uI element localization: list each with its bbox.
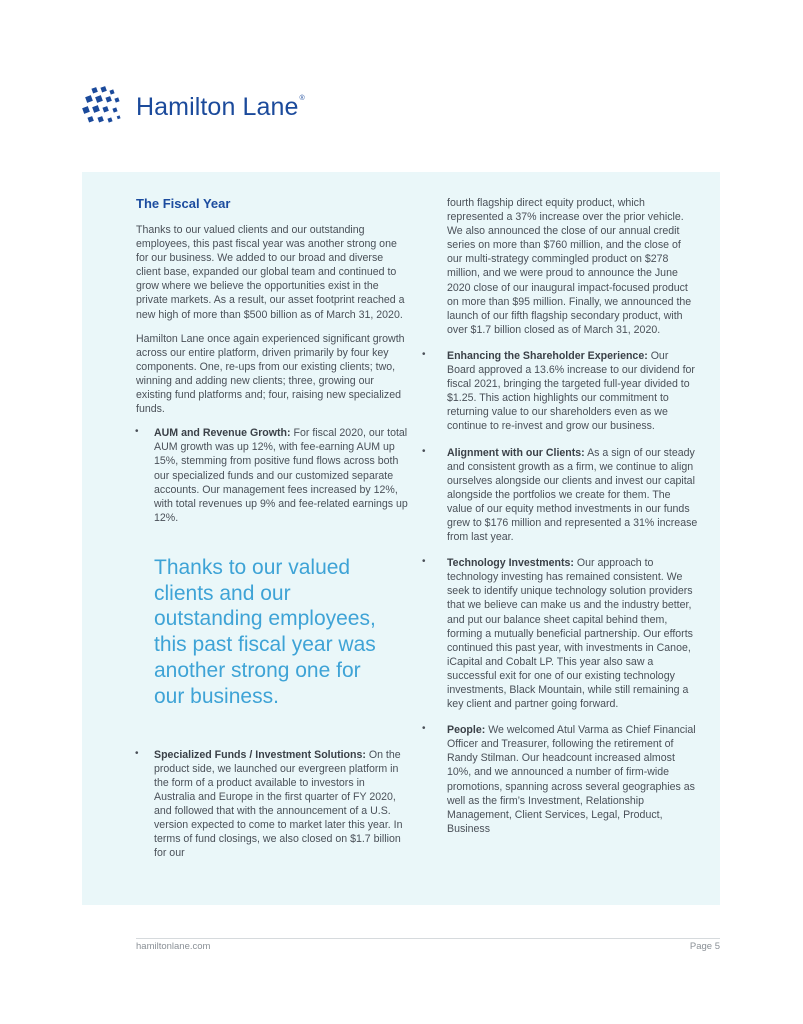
- bullet-aum-text: For fiscal 2020, our total AUM growth was up 12%, with fee-earning AUM up 15%, stemming from positive fund flows across both our specialized funds and our customized separate accounts. Our management fees increased by 12%, with total revenues up 9% and fee-related earnings up 12%.: [154, 427, 408, 524]
- bullet-technology-text: Our approach to technology investing has remained consistent. We seek to identify unique technology solution providers that we believe can make us and the industry better, and put our balance sheet capital behind them, forming a mutually beneficial partnership. Our efforts continued this past year, with investments in Canoe, iCapital and Cobalt LP. This year also saw a successful exit for one of our existing technology investments, Black Mountain, while still remaining a key client and partner going forward.: [447, 557, 693, 711]
- bullet-specialized: [154, 748, 408, 861]
- hamilton-lane-logo-icon: [82, 86, 124, 128]
- list-item: [420, 723, 698, 836]
- bullet-list-right: [420, 349, 698, 836]
- content-panel: [82, 172, 720, 905]
- pull-quote: Thanks to our valued clients and our outstanding employees, this past fiscal year was another strong one for our business.: [154, 555, 376, 708]
- bullet-people-text: We welcomed Atul Varma as Chief Financial Officer and Treasurer, following the retirement of Randy Stilman. Our headcount increased almost 10%, and we announced a number of firm-wide promotions, spanning across several geographies as well as the firm’s Investment, Relationship Management, Client Services, Legal, Product, Business: [447, 724, 696, 835]
- bullet-shareholder-text: Our Board approved a 13.6% increase to our dividend for fiscal 2021, bringing the targeted full-year divided to $1.25. This action highlights our commitment to returning value to our shareholders even as we continue to re-invest and grow our business.: [447, 349, 695, 433]
- section-title: The Fiscal Year: [136, 196, 231, 211]
- bullet-alignment: [447, 446, 698, 545]
- bullet-aum-title: AUM and Revenue Growth:: [154, 427, 291, 440]
- list-item: [420, 556, 698, 711]
- bullet-technology: [447, 556, 698, 711]
- bullet-specialized-text: On the product side, we launched our evergreen platform in the form of a product available to investors in Australia and Europe in the first quarter of FY 2020, and followed that with the announcement of a U.S. version expected to come to market later this year. In terms of fund closings, we also closed on $1.7 billion for our: [154, 748, 403, 860]
- list-item: [133, 426, 408, 525]
- growth-paragraph: Hamilton Lane once again experienced significant growth across our entire platform, driven primarily by four key components. One, re-ups from our existing clients; two, winning and adding new clients; three, growing our existing fund platforms and; four, raising new specialized funds.: [136, 332, 405, 416]
- bullet-technology-title: Technology Investments:: [447, 557, 574, 570]
- bullet-alignment-title: Alignment with our Clients:: [447, 446, 585, 459]
- bullet-people: [447, 723, 698, 836]
- bullet-aum: [154, 426, 408, 525]
- bullet-alignment-text: As a sign of our steady and consistent growth as a firm, we continue to align ourselves alongside our clients and invest our capital alongside the portfolios we create for them. The value of our equity method investments in our funds grew to $176 million and represented a 31% increase from last year.: [447, 446, 698, 544]
- footer-divider: [136, 938, 720, 939]
- footer-website[interactable]: hamiltonlane.com: [136, 941, 211, 952]
- bullet-shareholder-title: Enhancing the Shareholder Experience:: [447, 349, 648, 362]
- footer-page-number: Page 5: [689, 941, 720, 952]
- right-column: [420, 196, 698, 836]
- list-item: [420, 349, 698, 434]
- bullet-people-title: People:: [447, 724, 486, 737]
- bullet-list-left-bottom: [133, 748, 408, 861]
- list-item: [133, 748, 408, 861]
- left-column: [136, 223, 408, 860]
- bullet-specialized-title: Specialized Funds / Investment Solutions:: [154, 748, 366, 761]
- brand-logo: [82, 86, 305, 128]
- bullet-shareholder: [447, 349, 698, 434]
- intro-paragraph: Thanks to our valued clients and our outstanding employees, this past fiscal year was another strong one for our business. We added to our broad and diverse client base, expanded our global team and continued to grow where we believe the opportunities exist in the private markets. As a result, our asset footprint reached a new high of more than $500 billion as of March 31, 2020.: [136, 224, 405, 321]
- registered-mark: ®: [299, 94, 305, 102]
- bullet-list-left-top: [133, 426, 408, 525]
- continuation-paragraph: fourth flagship direct equity product, which represented a 37% increase over the prior vehicle. We also announced the close of our annual credit series on more than $760 million, and the close of our multi-strategy commingled product on $278 million, and we were proud to announce the June 2020 close of our inaugural impact-focused product on more than $95 million. Finally, we announced the launch of our fifth flagship secondary product, with over $1.7 billion closed as of March 31, 2020.: [447, 197, 692, 336]
- brand-name: Hamilton Lane®: [136, 92, 305, 121]
- list-item: [420, 446, 698, 545]
